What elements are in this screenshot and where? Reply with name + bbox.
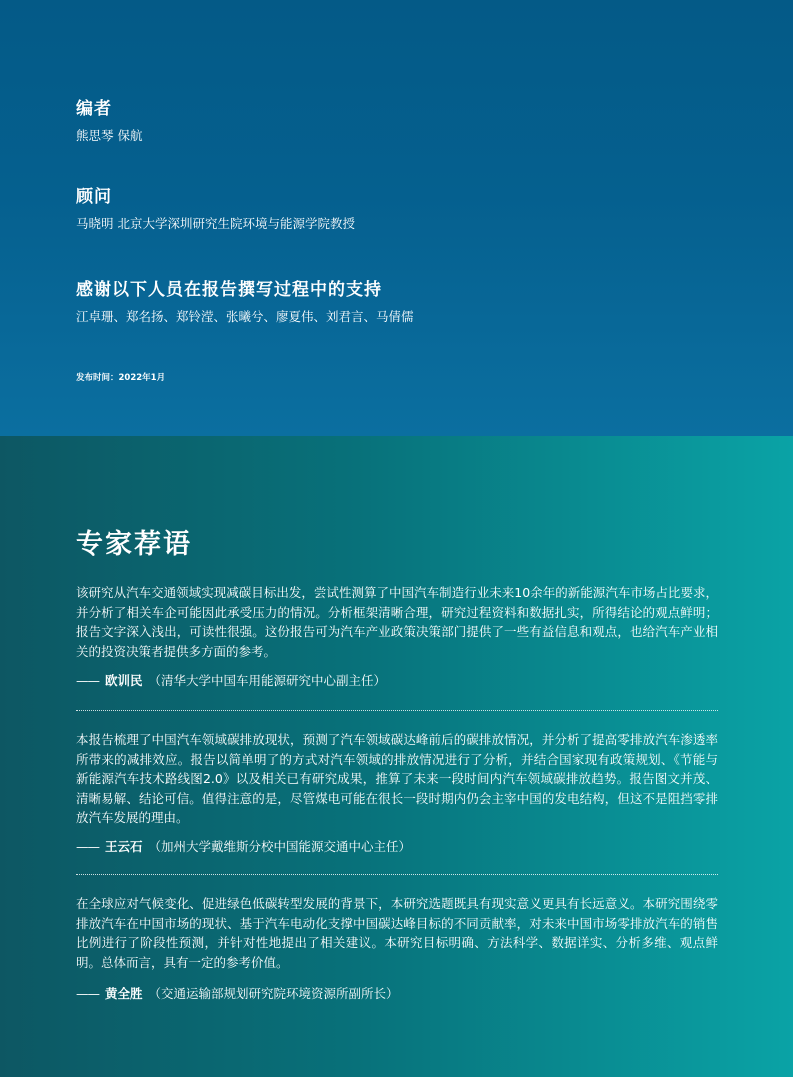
- endorsement-text-3: 在全球应对气候变化、促进绿色低碳转型发展的背景下，本研究选题既具有现实意义更具有长远意义。本研究围绕零排放汽车在中国市场的现状、基于汽车电动化支撑中国碳达峰目标的不同贡献率，对未来中国市场零排放汽车的销售比例进行了阶段性预测，并针对性地提出了相关建议。本研究目标明确、方法科学、数据详实、分析多维、观点鲜明。总体而言，具有一定的参考价值。: [76, 896, 718, 970]
- endorsement-signature-1: [76, 671, 386, 689]
- signature-name: 黄全胜: [105, 986, 143, 1001]
- endorsement-text-2: 本报告梳理了中国汽车领域碳排放现状，预测了汽车领域碳达峰前后的碳排放情况，并分析了提高零排放汽车渗透率所带来的减排效应。报告以简单明了的方式对汽车领域的排放情况进行了分析，并结合国家现有政策规划、《节能与新能源汽车技术路线图2.0》以及相关已有研究成果，推算了未来一段时间内汽车领域碳排放趋势。报告图文并茂、清晰易解、结论可信。值得注意的是，尽管煤电可能在很长一段时期内仍会主宰中国的发电结构，但这不是阻挡零排放汽车发展的理由。: [76, 732, 718, 825]
- divider: [76, 874, 718, 875]
- editors-names: 熊思琴 保航: [76, 128, 143, 143]
- thanks-names: 江卓珊、郑名扬、郑铃滢、张曦兮、廖夏伟、刘君言、马倩儒: [76, 309, 414, 324]
- section-title: 专家荐语: [76, 529, 192, 560]
- signature-dash: ——: [76, 673, 99, 688]
- signature-dash: ——: [76, 839, 99, 854]
- endorsement-signature-2: [76, 837, 411, 855]
- signature-affiliation: （交通运输部规划研究院环境资源所副所长）: [148, 986, 399, 1001]
- signature-affiliation: （加州大学戴维斯分校中国能源交通中心主任）: [148, 839, 412, 854]
- signature-dash: ——: [76, 986, 99, 1001]
- signature-affiliation: （清华大学中国车用能源研究中心副主任）: [148, 673, 387, 688]
- endorsement-signature-3: [76, 984, 399, 1002]
- advisor-text: 马晓明 北京大学深圳研究生院环境与能源学院教授: [76, 216, 355, 231]
- signature-name: 欧训民: [105, 673, 143, 688]
- credits-panel: [0, 0, 793, 436]
- thanks-heading: 感谢以下人员在报告撰写过程中的支持: [76, 280, 382, 300]
- endorsement-text-1: 该研究从汽车交通领域实现减碳目标出发，尝试性测算了中国汽车制造行业未来10余年的新能源汽车市场占比要求，并分析了相关车企可能因此承受压力的情况。分析框架清晰合理，研究过程资料和数据扎实，所得结论的观点鲜明；报告文字深入浅出，可读性很强。这份报告可为汽车产业政策决策部门提供了一些有益信息和观点，也给汽车产业相关的投资决策者提供多方面的参考。: [76, 585, 718, 659]
- publish-date: 发布时间：2022年1月: [76, 373, 166, 383]
- divider: [76, 710, 718, 711]
- advisor-heading: 顾问: [76, 187, 112, 207]
- editors-heading: 编者: [76, 99, 112, 119]
- signature-name: 王云石: [105, 839, 143, 854]
